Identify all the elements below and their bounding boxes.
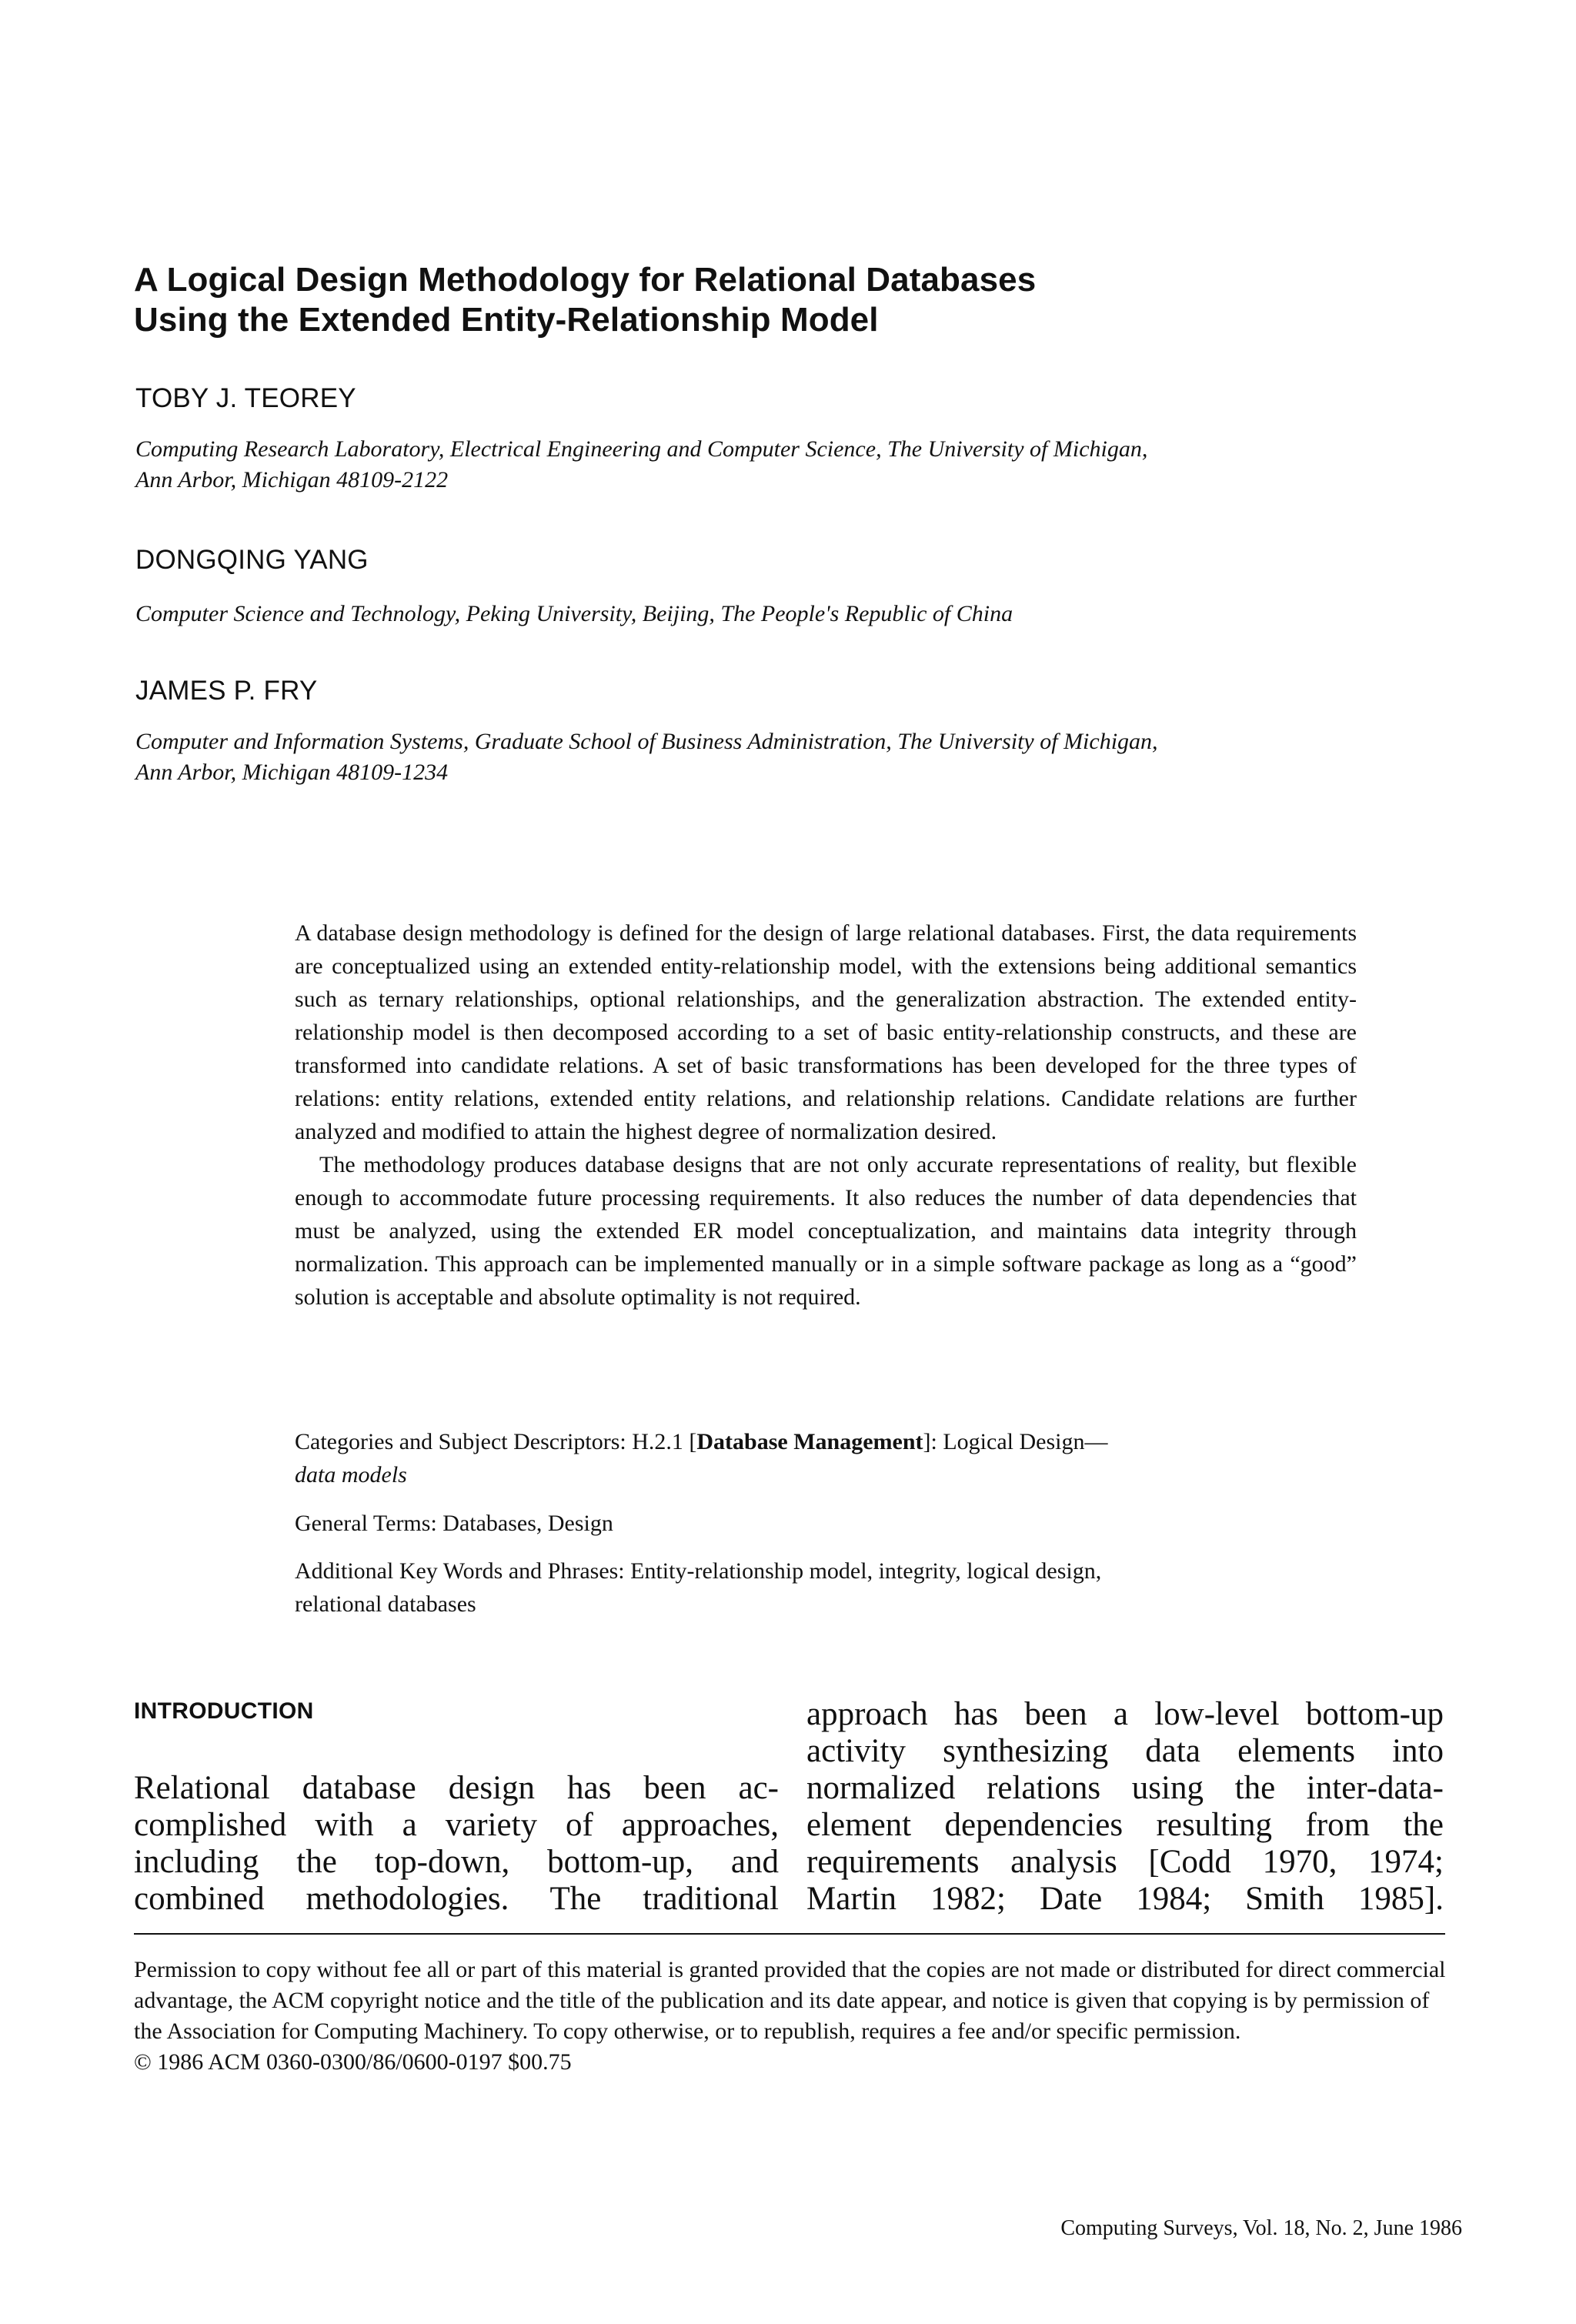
text-line: Martin 1982; Date 1984; Smith 1985]. xyxy=(806,1881,1444,1917)
author-affiliation xyxy=(135,726,1490,788)
text-line: combined methodologies. The traditional xyxy=(134,1881,779,1917)
text-line: complished with a variety of approaches, xyxy=(134,1807,779,1843)
affiliation-line: Computer Science and Technology, Peking University, Beijing, The People's Republic of China xyxy=(135,601,1013,626)
abstract-paragraph: A database design methodology is defined for the design of large relational databases. First, the data requirements are conceptualized using an extended entity-relationship model, with the extensions being additional semantics such as ternary relationships, optional relationships, and the generalization abstraction. The extended entity-relationship model is then decomposed according to a set of basic entity-relationship constructs, and these are transformed into candidate relations. A set of basic transformations has been developed for the three types of relations: entity relations, extended entity relations, and relationship relations. Candidate relations are further analyzed and modified to attain the highest degree of normalization desired. xyxy=(295,920,1357,1144)
abstract-paragraph: The methodology produces database designs that are not only accurate representations of reality, but flexible enough to accommodate future processing requirements. It also reduces the number of data dependencies that must be analyzed, using the extended ER model conceptualization, and maintains data integrity through normalization. This approach can be implemented manually or in a simple software package as long as a “good” solution is acceptable and absolute optimality is not required. xyxy=(295,1152,1357,1310)
key-words xyxy=(295,1554,1357,1621)
descriptors-mid: ]: Logical Design— xyxy=(923,1429,1108,1454)
text-line: including the top-down, bottom-up, and xyxy=(134,1844,779,1880)
text-line: approach has been a low-level bottom-up xyxy=(806,1696,1444,1732)
abstract xyxy=(295,917,1357,1314)
author-affiliation xyxy=(135,599,1490,629)
footnote-divider xyxy=(134,1933,1445,1935)
affiliation-line: Computing Research Laboratory, Electrical Engineering and Computer Science, The University of Michigan, xyxy=(135,436,1148,462)
text-line: requirements analysis [Codd 1970, 1974; xyxy=(806,1844,1444,1880)
text-line: element dependencies resulting from the xyxy=(806,1807,1444,1843)
key-words-line: Additional Key Words and Phrases: Entity-relationship model, integrity, logical design, xyxy=(295,1558,1102,1584)
affiliation-line: Ann Arbor, Michigan 48109-1234 xyxy=(135,760,449,785)
copyright-line: © 1986 ACM 0360-0300/86/0600-0197 $00.75 xyxy=(134,2049,572,2075)
affiliation-line: Computer and Information Systems, Graduate School of Business Administration, The University of Michigan, xyxy=(135,729,1158,754)
subject-descriptors xyxy=(295,1425,1357,1491)
paper-title xyxy=(134,260,1488,340)
author-affiliation xyxy=(135,434,1490,496)
general-terms: General Terms: Databases, Design xyxy=(295,1511,613,1536)
intro-right-column xyxy=(806,1696,1444,1918)
author-name: JAMES P. FRY xyxy=(135,676,318,706)
text-line: normalized relations using the inter-data- xyxy=(806,1770,1444,1806)
intro-left-column xyxy=(134,1770,779,1918)
text-line: Relational database design has been ac- xyxy=(134,1770,779,1806)
permission-text: Permission to copy without fee all or part of this material is granted provided that the copies are not made or distributed for direct commercial advantage, the ACM copyright notice and the title of the publication and its date appear, and notice is given that copying is by permission of the Association for Computing Machinery. To copy otherwise, or to republish, requires a fee and/or specific permission. xyxy=(134,1957,1446,2044)
title-line-1: A Logical Design Methodology for Relational Databases xyxy=(134,261,1037,299)
journal-footer: Computing Surveys, Vol. 18, No. 2, June 1986 xyxy=(1060,2216,1462,2240)
title-line-2: Using the Extended Entity-Relationship Model xyxy=(134,301,879,339)
key-words-line: relational databases xyxy=(295,1591,476,1617)
section-heading: INTRODUCTION xyxy=(134,1698,314,1724)
author-name: DONGQING YANG xyxy=(135,545,369,575)
descriptors-bold-term: Database Management xyxy=(696,1429,923,1454)
permission-notice xyxy=(134,1955,1448,2078)
text-line: activity synthesizing data elements into xyxy=(806,1733,1444,1769)
author-name: TOBY J. TEOREY xyxy=(135,383,356,413)
affiliation-line: Ann Arbor, Michigan 48109-2122 xyxy=(135,467,449,493)
descriptors-italic-term: data models xyxy=(295,1462,407,1488)
descriptors-prefix: Categories and Subject Descriptors: H.2.1 [ xyxy=(295,1429,697,1454)
